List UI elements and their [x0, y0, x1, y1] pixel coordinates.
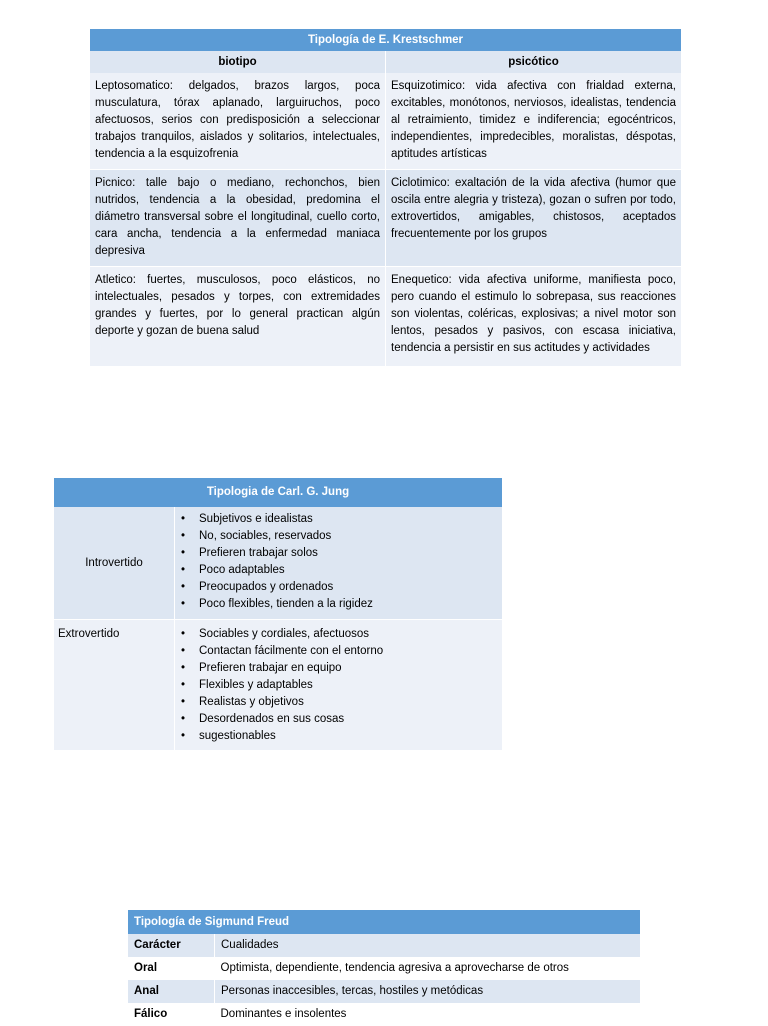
- list-item: • No, sociables, reservados: [175, 528, 502, 545]
- freud-title: Tipología de Sigmund Freud: [128, 910, 640, 934]
- table-row: [128, 980, 640, 1003]
- kretschmer-table: [90, 29, 681, 366]
- table-row: [90, 267, 681, 367]
- list-item: • Contactan fácilmente con el entorno: [175, 643, 502, 660]
- table-cell: Esquizotimico: vida afectiva con frialdad externa, excitables, monótonos, nerviosos, idealistas, tendencia al retraimiento, timidez e indiferencia; egocéntricos, independientes, impredecibles, moralistas, déspotas, aptitudes artísticas: [391, 80, 676, 160]
- table-row: [90, 170, 681, 267]
- jung-title: Tipologia de Carl. G. Jung: [54, 478, 502, 507]
- list-item: • Desordenados en sus cosas: [175, 711, 502, 728]
- list-item: • Poco adaptables: [175, 562, 502, 579]
- jung-label-introvertido: Introvertido: [54, 507, 175, 620]
- table-cell: Personas inaccesibles, tercas, hostiles y metódicas: [221, 985, 484, 997]
- table-cell: [175, 507, 503, 620]
- list-item: • Prefieren trabajar solos: [175, 545, 502, 562]
- list-item: • Poco flexibles, tienden a la rigidez: [175, 596, 502, 613]
- table-cell: [175, 620, 503, 751]
- table-cell: Ciclotimico: exaltación de la vida afectiva (humor que oscila entre alegria y tristeza), gozan o sufren por todo, extrovertidos, amigables, chistosos, aceptados frecuentemente por los grupos: [386, 170, 682, 267]
- table-row: [54, 507, 502, 620]
- jung-extrovertido-list: [175, 626, 502, 745]
- freud-col-caracter: Carácter: [128, 934, 215, 957]
- table-cell: Fálico: [134, 1008, 168, 1020]
- freud-col-cualidades: Cualidades: [221, 939, 279, 951]
- list-item: • Prefieren trabajar en equipo: [175, 660, 502, 677]
- kretschmer-title: Tipología de E. Krestschmer: [90, 29, 681, 51]
- table-row: [90, 73, 681, 170]
- table-row: [128, 934, 640, 957]
- table-cell: Optimista, dependiente, tendencia agresiva a aprovecharse de otros: [220, 962, 569, 974]
- table-cell: Anal: [128, 980, 215, 1003]
- list-item: • Sociables y cordiales, afectuosos: [175, 626, 502, 643]
- table-cell: Enequetico: vida afectiva uniforme, manifiesta poco, pero cuando el estimulo lo sobrepasa, sus reacciones son violentas, coléricas, explosivas; a nivel motor son lentos, pesados y pasivos, con escasa iniciativa, tendencia a persistir en sus actitudes y actividades: [386, 267, 682, 367]
- list-item: • Realistas y objetivos: [175, 694, 502, 711]
- table-row: [128, 1003, 640, 1026]
- table-row: [54, 620, 502, 751]
- kretschmer-col-psicotico: psicótico: [508, 55, 559, 68]
- table-cell: Dominantes e insolentes: [220, 1008, 347, 1020]
- table-cell: Oral: [134, 962, 158, 974]
- table-row: [128, 957, 640, 980]
- list-item: • Subjetivos e idealistas: [175, 511, 502, 528]
- jung-label-extrovertido: Extrovertido: [54, 620, 175, 751]
- jung-introvertido-list: [175, 511, 502, 613]
- jung-table: [54, 478, 502, 750]
- table-cell: Picnico: talle bajo o mediano, rechonchos, bien nutridos, tendencia a la obesidad, predomina el diámetro transversal sobre el longitudinal, cuello corto, cara ancha, tendencia a la enfermedad maniaca depresiva: [90, 170, 386, 267]
- list-item: • Flexibles y adaptables: [175, 677, 502, 694]
- table-cell: Leptosomatico: delgados, brazos largos, poca musculatura, tórax aplanado, larguiruchos, poco afectuosos, serios con predisposición a seleccionar trabajos tranquilos, aislados y solitarios, intelectuales, tendencia a la esquizofrenia: [90, 73, 386, 170]
- freud-table: [128, 910, 640, 1026]
- table-cell: Atletico: fuertes, musculosos, poco elásticos, no intelectuales, pesados y torpes, con extremidades grandes y fuertes, por lo general practican algún deporte y gozan de buena salud: [90, 267, 386, 367]
- kretschmer-col-biotipo: biotipo: [90, 51, 386, 73]
- list-item: • Preocupados y ordenados: [175, 579, 502, 596]
- list-item: • sugestionables: [175, 728, 502, 745]
